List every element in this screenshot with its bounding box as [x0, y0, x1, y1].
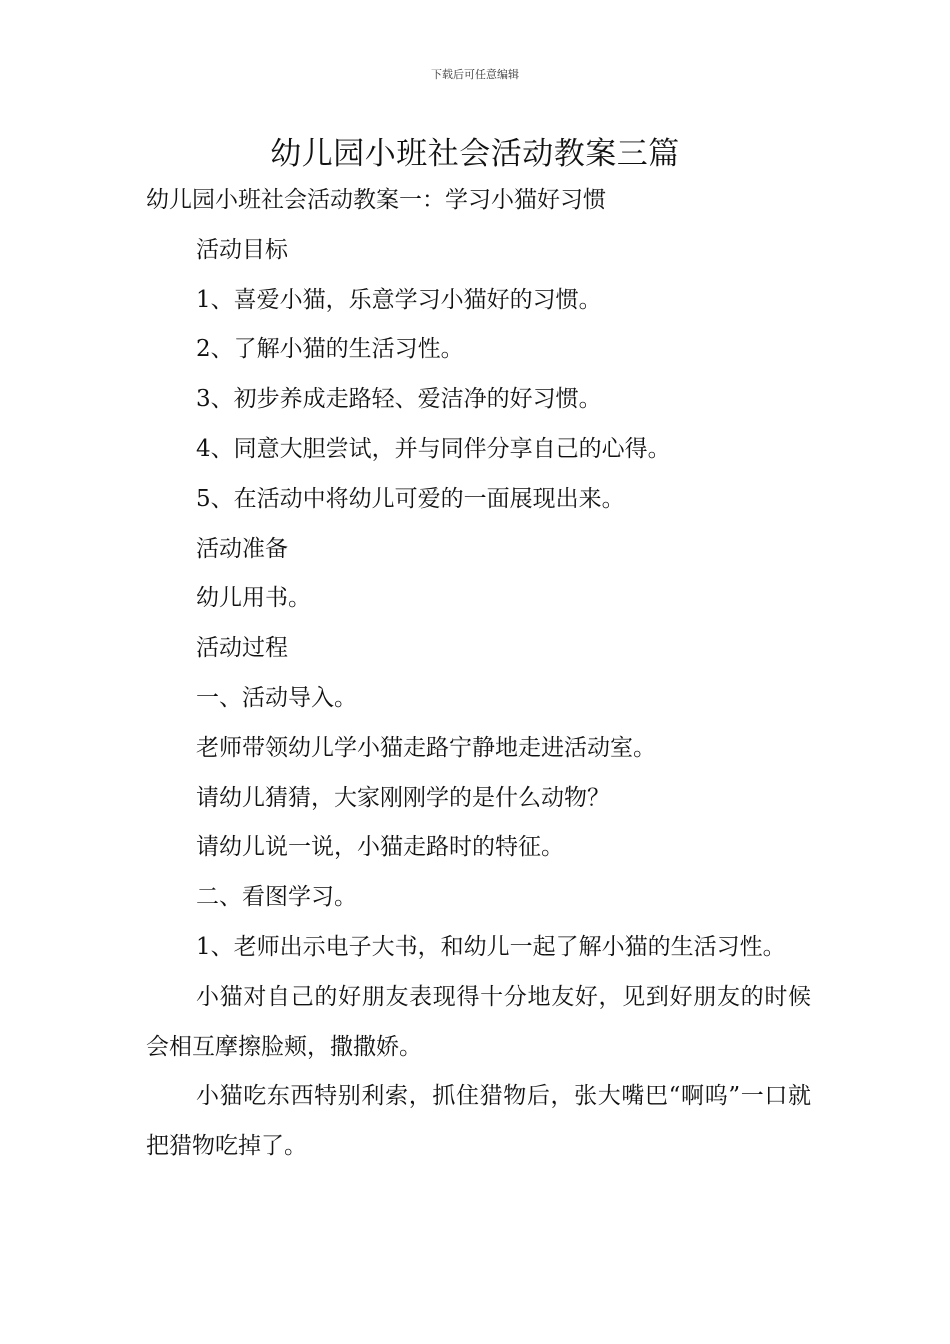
paragraph: 2、了解小猫的生活习性。	[196, 336, 464, 363]
subheading-process: 活动过程	[196, 635, 288, 662]
subheading-preparation: 活动准备	[196, 535, 288, 562]
document-body	[146, 176, 811, 1172]
paragraph: 请幼儿说一说，小猫走路时的特征。	[196, 834, 564, 861]
paragraph: 二、看图学习。	[196, 884, 357, 911]
paragraph: 一、活动导入。	[196, 684, 357, 711]
paragraph: 请幼儿猜猜，大家刚刚学的是什么动物？	[196, 784, 610, 811]
header-note: 下载后可任意编辑	[431, 68, 519, 81]
document-title: 幼儿园小班社会活动教案三篇	[270, 136, 680, 172]
paragraph: 老师带领幼儿学小猫走路宁静地走进活动室。	[196, 734, 656, 761]
paragraph: 幼儿用书。	[196, 585, 311, 612]
paragraph: 1、喜爱小猫，乐意学习小猫好的习惯。	[196, 286, 602, 313]
paragraph: 4、同意大胆尝试，并与同伴分享自己的心得。	[196, 435, 671, 462]
paragraph: 1、老师出示电子大书，和幼儿一起了解小猫的生活习性。	[196, 933, 786, 960]
paragraph: 小猫对自己的好朋友表现得十分地友好，见到好朋友的时候会相互摩擦脸颊，撒撒娇。	[146, 983, 811, 1060]
paragraph: 5、在活动中将幼儿可爱的一面展现出来。	[196, 485, 625, 512]
subheading-objectives: 活动目标	[196, 236, 288, 263]
paragraph: 3、初步养成走路轻、爱洁净的好习惯。	[196, 386, 602, 413]
paragraph: 小猫吃东西特别利索，抓住猎物后，张大嘴巴“啊呜”一口就把猎物吃掉了。	[146, 1083, 811, 1160]
section-heading: 幼儿园小班社会活动教案一：学习小猫好习惯	[146, 187, 606, 213]
